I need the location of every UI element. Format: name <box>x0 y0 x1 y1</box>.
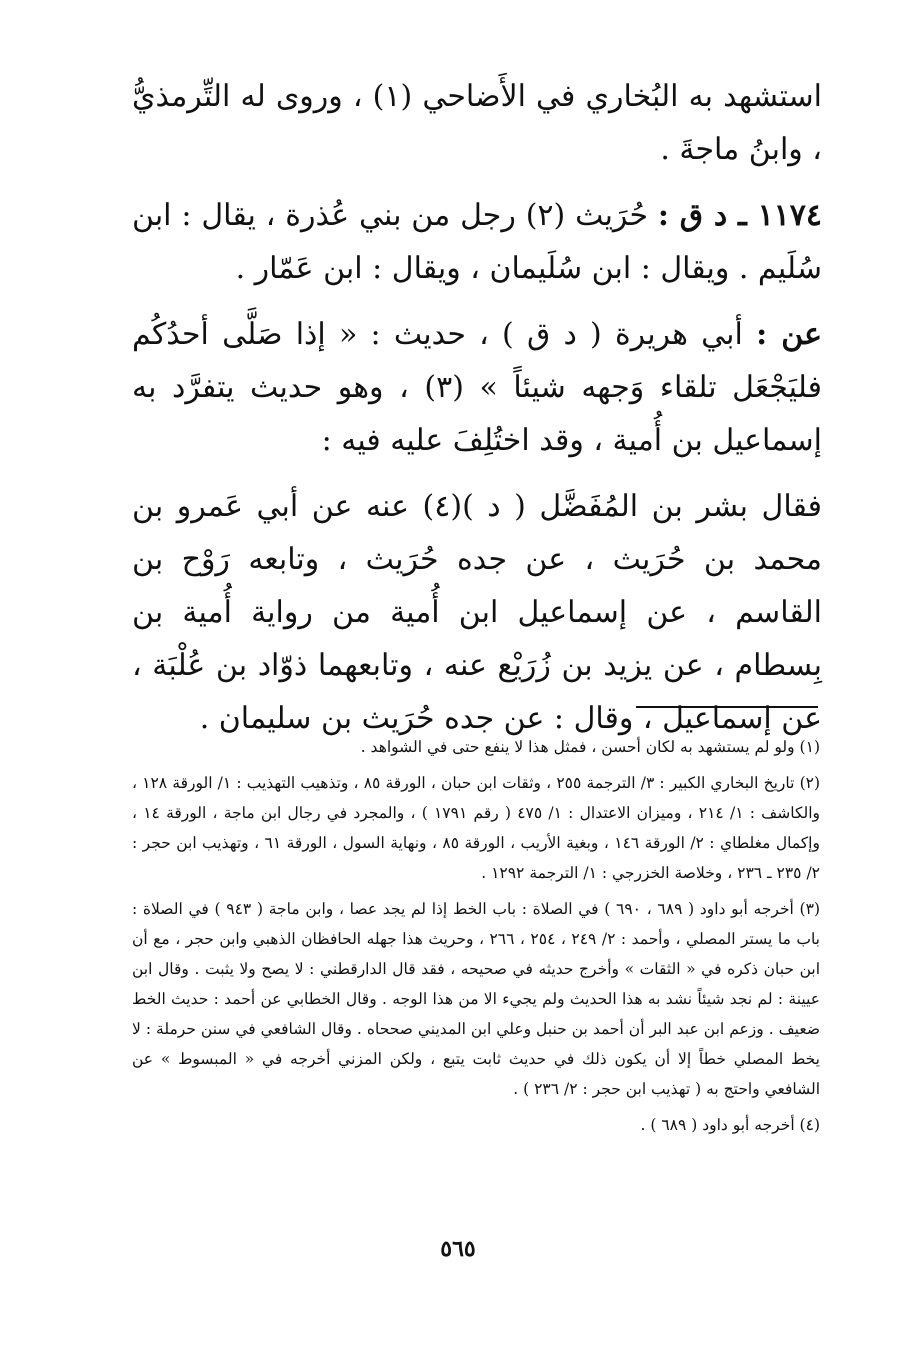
footnote-1: (١) ولو لم يستشهد به لكان أحسن ، فمثل هذا لا ينفع حتى في الشواهد . <box>360 738 820 756</box>
paragraph-1-text: استشهد به البُخاري في الأَضاحي (١) ، وروى له التِّرمذيُّ ، وابنُ ماجةَ . <box>132 79 823 167</box>
footnote-2: (٢) تاريخ البخاري الكبير : ٣/ الترجمة ٢٥٥ ، وثقات ابن حبان ، الورقة ٨٥ ، وتذهيب التهذيب : ١/ الورقة ١٢٨ ، والكاشف : ١/ ٢١٤ ، وميزان الاعتدال : ١/ ٤٧٥ ( رقم ١٧٩١ ) ، والمجرد في رجال ابن ماجة ، الورقة ١٤ ، وإكمال مغلطاي : ٢/ الورقة ١٤٦ ، وبغية الأريب ، الورقة ٨٥ ، ونهاية السول ، الورقة ٦١ ، وتهذيب ابن حجر : ٢/ ٢٣٥ ـ ٢٣٦ ، وخلاصة الخزرجي : ١/ الترجمة ١٢٩٢ . <box>132 774 821 882</box>
entry-number: ١١٧٤ ـ د ق : <box>657 198 823 233</box>
paragraph-entry-1174 <box>132 189 822 295</box>
paragraph-4-text: فقال بشر بن المُفَضَّل ( د )(٤) عنه عن أبي عَمرو بن محمد بن حُرَيث ، عن جده حُرَيث ، وتابعه رَوْح بن القاسم ، عن إسماعيل ابن أُمية من رواية أُمية بن بِسطام ، عن يزيد بن زُرَيْع عنه ، وتابعهما ذوّاد بن عُلْبَة ، عن إسماعيل ، وقال : عن جده حُرَيث بن سليمان . <box>132 489 822 736</box>
footnote-divider <box>636 706 818 708</box>
footnote-3: (٣) أخرجه أبو داود ( ٦٨٩ ، ٦٩٠ ) في الصلاة : باب الخط إذا لم يجد عصا ، وابن ماجة ( ٩٤٣ ) في الصلاة : باب ما يستر المصلي ، وأحمد : ٢/ ٢٤٩ ، ٢٥٤ ، ٢٦٦ ، وحريث هذا جهله الحافظان الذهبي وابن حجر ، مع أن ابن حبان ذكره في « الثقات » وأخرج حديثه في صحيحه ، فقد قال الدارقطني : لا يصح ولا يثبت . وقال ابن عيينة : لم نجد شيئاً نشد به هذا الحديث ولم يجيء الا من هذا الوجه . وقال الخطابي عن أحمد : حديث الخط ضعيف . وزعم ابن عبد البر أن أحمد بن حنبل وعلي ابن المديني صححاه . وقال الشافعي في سنن حرملة : لا يخط المصلي خطاً إلا أن يكون ذلك في حديث ثابت يتبع ، ولكن المزني أخرجه في « المبسوط » عن الشافعي واحتج به ( تهذيب ابن حجر : ٢/ ٢٣٦ ) . <box>132 900 820 1098</box>
entry-text: حُرَيث (٢) رجل من بني عُذرة ، يقال : ابن سُلَيم . ويقال : ابن سُلَيمان ، ويقال : ابن عَمّار . <box>132 198 822 286</box>
narration-text: أبي هريرة ( د ق ) ، حديث : « إذا صَلَّى أحدُكُم فليَجْعَل تلقاء وَجهه شيئاً » (٣) ، وهو حديث يتفرَّد به إسماعيل بن أُمية ، وقد اختُلِفَ عليه فيه : <box>132 317 822 458</box>
paragraph-narration <box>132 308 822 467</box>
paragraph-1 <box>132 70 822 176</box>
footnote-4: (٤) أخرجه أبو داود ( ٦٨٩ ) . <box>640 1116 820 1134</box>
main-text <box>132 70 822 758</box>
footnotes <box>132 732 820 1146</box>
page-number: ٥٦٥ <box>440 1236 476 1262</box>
narration-head: عن : <box>756 317 822 352</box>
